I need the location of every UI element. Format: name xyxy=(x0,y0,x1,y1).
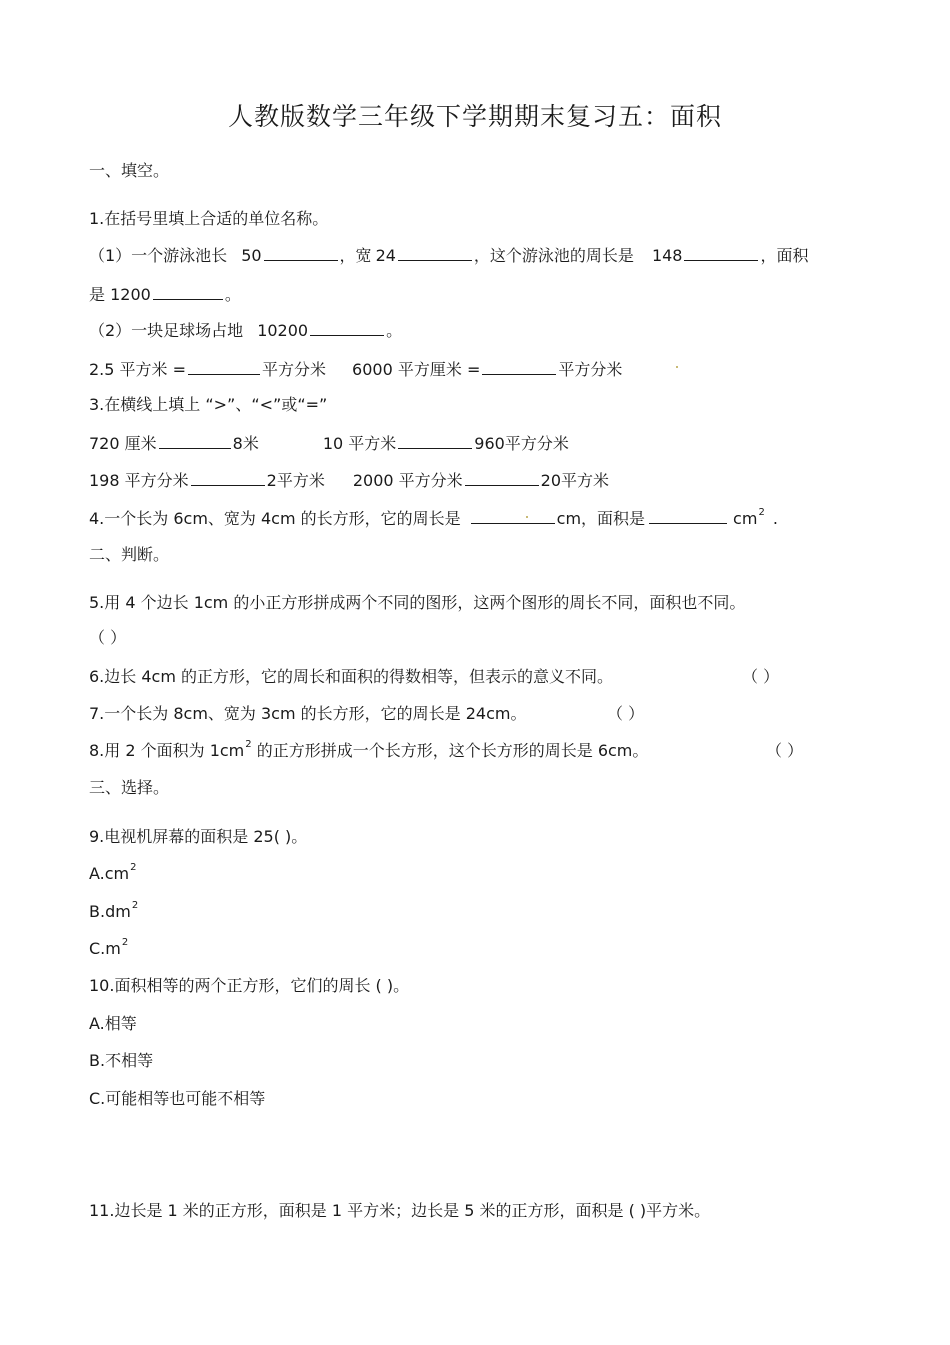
question-1-part-2 xyxy=(89,319,402,342)
q2-text-c: 6000 平方厘米 = xyxy=(352,360,481,379)
q3-r1-left-2: 10 平方米 xyxy=(322,434,397,453)
answer-blank[interactable] xyxy=(649,507,727,524)
q3-r1-right-2: 960平方分米 xyxy=(474,434,569,453)
q1-p1-text-a: （1）一个游泳池长 xyxy=(89,246,228,265)
q3-r1-right: 8米 xyxy=(232,434,259,453)
question-9: 9.电视机屏幕的面积是 25( )。 xyxy=(89,827,308,846)
option-c-text: C.m xyxy=(89,939,121,958)
q3-r2-right: 2平方米 xyxy=(266,471,325,490)
question-7-answer-parens[interactable]: （ ） xyxy=(607,704,645,723)
scan-speck xyxy=(676,366,678,368)
q3-r2-left-2: 2000 平方分米 xyxy=(352,471,463,490)
option-a-exponent: 2 xyxy=(130,862,137,873)
question-5-answer-parens[interactable]: （ ） xyxy=(89,628,127,647)
scan-speck xyxy=(526,516,528,518)
answer-blank[interactable] xyxy=(465,469,539,486)
question-10: 10.面积相等的两个正方形，它们的周长 ( )。 xyxy=(89,976,410,995)
option-b-exponent: 2 xyxy=(131,900,139,911)
answer-blank[interactable] xyxy=(191,469,265,486)
question-2 xyxy=(89,358,622,381)
page-title: 人教版数学三年级下学期期末复习五：面积 xyxy=(227,102,722,131)
answer-blank[interactable] xyxy=(310,319,384,336)
q1-p1-text-c: ，宽 xyxy=(339,246,372,265)
q8-unit-exponent: 2 xyxy=(245,739,252,750)
question-8-answer-parens[interactable]: （ ） xyxy=(766,741,804,760)
q1-p1-text-e: ，这个游泳池的周长是 xyxy=(473,246,634,265)
section-heading-fill-in: 一、填空。 xyxy=(89,161,170,180)
q8-text-a: 8.用 2 个面积为 1cm xyxy=(89,741,245,760)
question-9-option-a[interactable] xyxy=(89,863,137,888)
q1-p1-value-perimeter: 148 xyxy=(651,246,683,265)
answer-blank[interactable] xyxy=(159,432,231,449)
answer-blank[interactable] xyxy=(398,432,472,449)
question-9-option-c[interactable] xyxy=(89,938,128,963)
question-10-option-b[interactable]: B.不相等 xyxy=(89,1051,154,1070)
question-6: 6.边长 4cm 的正方形，它的周长和面积的得数相等，但表示的意义不同。 xyxy=(89,667,614,686)
question-10-option-c[interactable]: C.可能相等也可能不相等 xyxy=(89,1089,266,1108)
question-4 xyxy=(89,507,778,533)
answer-blank[interactable] xyxy=(153,283,223,300)
question-3-row-1 xyxy=(89,432,569,455)
question-11: 11.边长是 1 米的正方形，面积是 1 平方米；边长是 5 米的正方形，面积是 ( )平方米。 xyxy=(89,1201,711,1220)
option-a-text: A.cm xyxy=(89,864,130,883)
section-heading-judgement: 二、判断。 xyxy=(89,545,170,564)
q3-r1-left: 720 厘米 xyxy=(89,434,157,453)
answer-blank[interactable] xyxy=(471,507,555,524)
q8-text-b: 的正方形拼成一个长方形，这个长方形的周长是 6cm。 xyxy=(251,741,649,760)
question-3-row-2 xyxy=(89,469,609,492)
q4-period: . xyxy=(772,509,778,528)
option-b-text: B.dm xyxy=(89,902,131,921)
answer-blank[interactable] xyxy=(398,244,472,261)
q2-text-b: 平方分米 xyxy=(262,360,327,379)
question-9-option-b[interactable] xyxy=(89,901,138,926)
q4-text-a: 4.一个长为 6cm、宽为 4cm 的长方形，它的周长是 xyxy=(89,509,461,528)
q1-p1-value-length: 50 xyxy=(241,246,262,265)
q1-p1-text-i: 。 xyxy=(224,285,241,304)
section-heading-choice: 三、选择。 xyxy=(89,778,170,797)
q1-p2-text-c: 。 xyxy=(386,321,403,340)
q4-unit: cm xyxy=(733,509,758,528)
q1-p2-text-a: （2）一块足球场占地 xyxy=(89,321,244,340)
question-1-stem: 1.在括号里填上合适的单位名称。 xyxy=(89,209,329,228)
question-5: 5.用 4 个边长 1cm 的小正方形拼成两个不同的图形，这两个图形的周长不同，面积也不同。 xyxy=(89,593,746,612)
q4-unit-exponent: 2 xyxy=(758,507,765,518)
q1-p1-value-width: 24 xyxy=(375,246,396,265)
q1-p1-text-h: 是 1200 xyxy=(89,285,151,304)
answer-blank[interactable] xyxy=(684,244,758,261)
question-10-option-a[interactable]: A.相等 xyxy=(89,1014,137,1033)
question-7: 7.一个长为 8cm、宽为 3cm 的长方形，它的周长是 24cm。 xyxy=(89,704,527,723)
q2-text-d: 平方分米 xyxy=(558,360,623,379)
question-6-answer-parens[interactable]: （ ） xyxy=(742,667,780,686)
q3-r2-left: 198 平方分米 xyxy=(89,471,189,490)
answer-blank[interactable] xyxy=(264,244,338,261)
answer-blank[interactable] xyxy=(188,358,260,375)
q4-text-b: cm，面积是 xyxy=(556,509,646,528)
q2-text-a: 2.5 平方米 = xyxy=(89,360,187,379)
question-8 xyxy=(89,740,648,765)
question-1-part-1-cont xyxy=(89,283,241,306)
q1-p1-text-g: ，面积 xyxy=(760,246,809,265)
q3-r2-right-2: 20平方米 xyxy=(540,471,610,490)
question-1-part-1 xyxy=(89,244,809,267)
question-3-stem: 3.在横线上填上 “>”、“<”或“=” xyxy=(89,395,328,414)
option-c-exponent: 2 xyxy=(121,937,129,948)
q1-p2-value: 10200 xyxy=(257,321,309,340)
answer-blank[interactable] xyxy=(482,358,556,375)
